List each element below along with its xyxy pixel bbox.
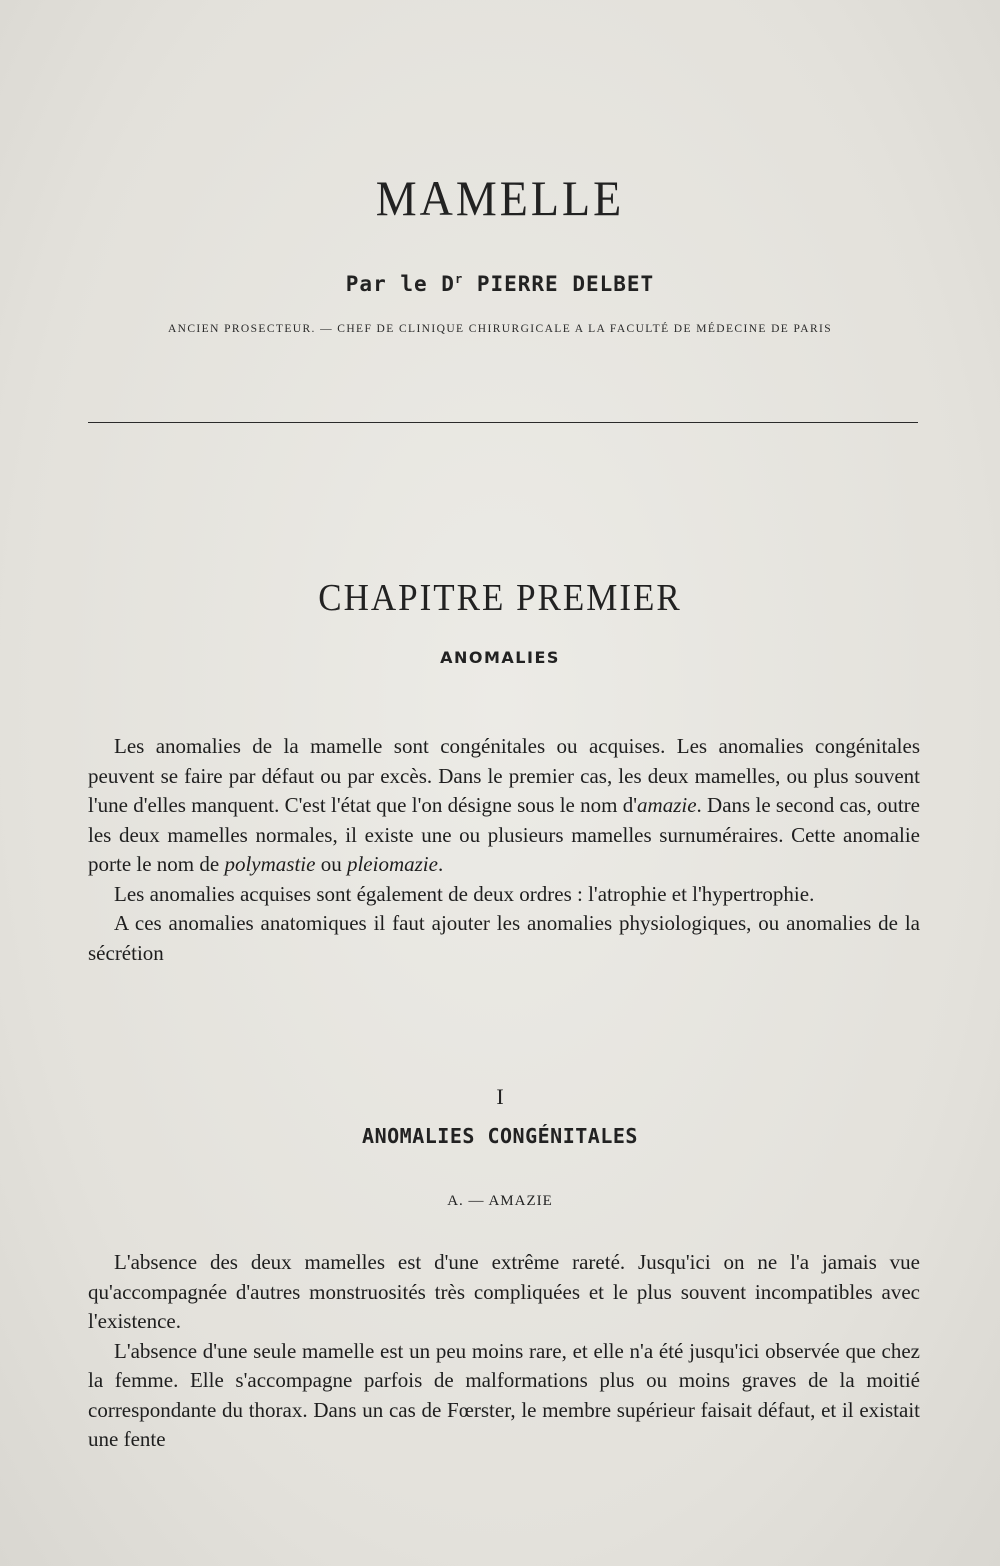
author-name: PIERRE DELBET <box>476 272 655 296</box>
text-run: . Dans le second cas, outre les deux mamelles normales, il existe une ou plusieurs mamelles surnuméraires. Cette anomalie porte le nom de <box>88 793 920 876</box>
section-title: ANOMALIES CONGÉNITALES <box>362 1124 638 1148</box>
section-text <box>88 1248 920 1455</box>
intro-paragraph-3: A ces anomalies anatomiques il faut ajouter les anomalies physiologiques, ou anomalies de la sécrétion <box>88 911 920 965</box>
term-pleiomazie: pleiomazie <box>346 852 438 876</box>
intro-text <box>88 732 920 968</box>
author-credentials: ANCIEN PROSECTEUR. — CHEF DE CLINIQUE CHIRURGICALE A LA FACULTÉ DE MÉDECINE DE PARIS <box>167 323 833 335</box>
section-paragraph-1: L'absence des deux mamelles est d'une extrême rareté. Jusqu'ici on ne l'a jamais vue qu'accompagnée d'autres monstruosités très compliquées et le plus souvent incompatibles avec l'existence. <box>88 1250 920 1333</box>
header-divider <box>88 422 918 423</box>
author-line <box>0 272 1000 296</box>
intro-paragraph-2: Les anomalies acquises sont également de deux ordres : l'atrophie et l'hypertrophie. <box>114 881 815 906</box>
author-prefix: Par le D <box>345 272 455 296</box>
term-polymastie: polymastie <box>224 852 316 876</box>
chapter-subtitle: ANOMALIES <box>440 648 560 667</box>
chapter-title: CHAPITRE PREMIER <box>318 576 682 619</box>
subsection-title: A. — AMAZIE <box>447 1193 553 1209</box>
author-title-sup: r <box>454 272 464 286</box>
article-title: MAMELLE <box>375 170 625 227</box>
text-run: ou <box>315 852 347 876</box>
text-run: Les anomalies de la mamelle sont congénitales ou acquises. Les anomalies congénitales peuvent se faire par défaut ou par excès. Dans le premier cas, les deux mamelles, ou plus souvent l'une d'elles manquent. C'est l'état que l'on désigne sous le nom d' <box>88 734 920 817</box>
intro-paragraph-1 <box>88 732 920 880</box>
term-amazie: amazie <box>637 793 697 817</box>
text-run: . <box>437 852 444 876</box>
section-number: I <box>496 1084 504 1109</box>
section-paragraph-2: L'absence d'une seule mamelle est un peu moins rare, et elle n'a été jusqu'ici observée que chez la femme. Elle s'accompagne parfois de malformations plus ou moins graves de la moitié correspondante du thorax. Dans un cas de Fœrster, le membre supérieur faisait défaut, et il existait une fente <box>88 1338 920 1451</box>
